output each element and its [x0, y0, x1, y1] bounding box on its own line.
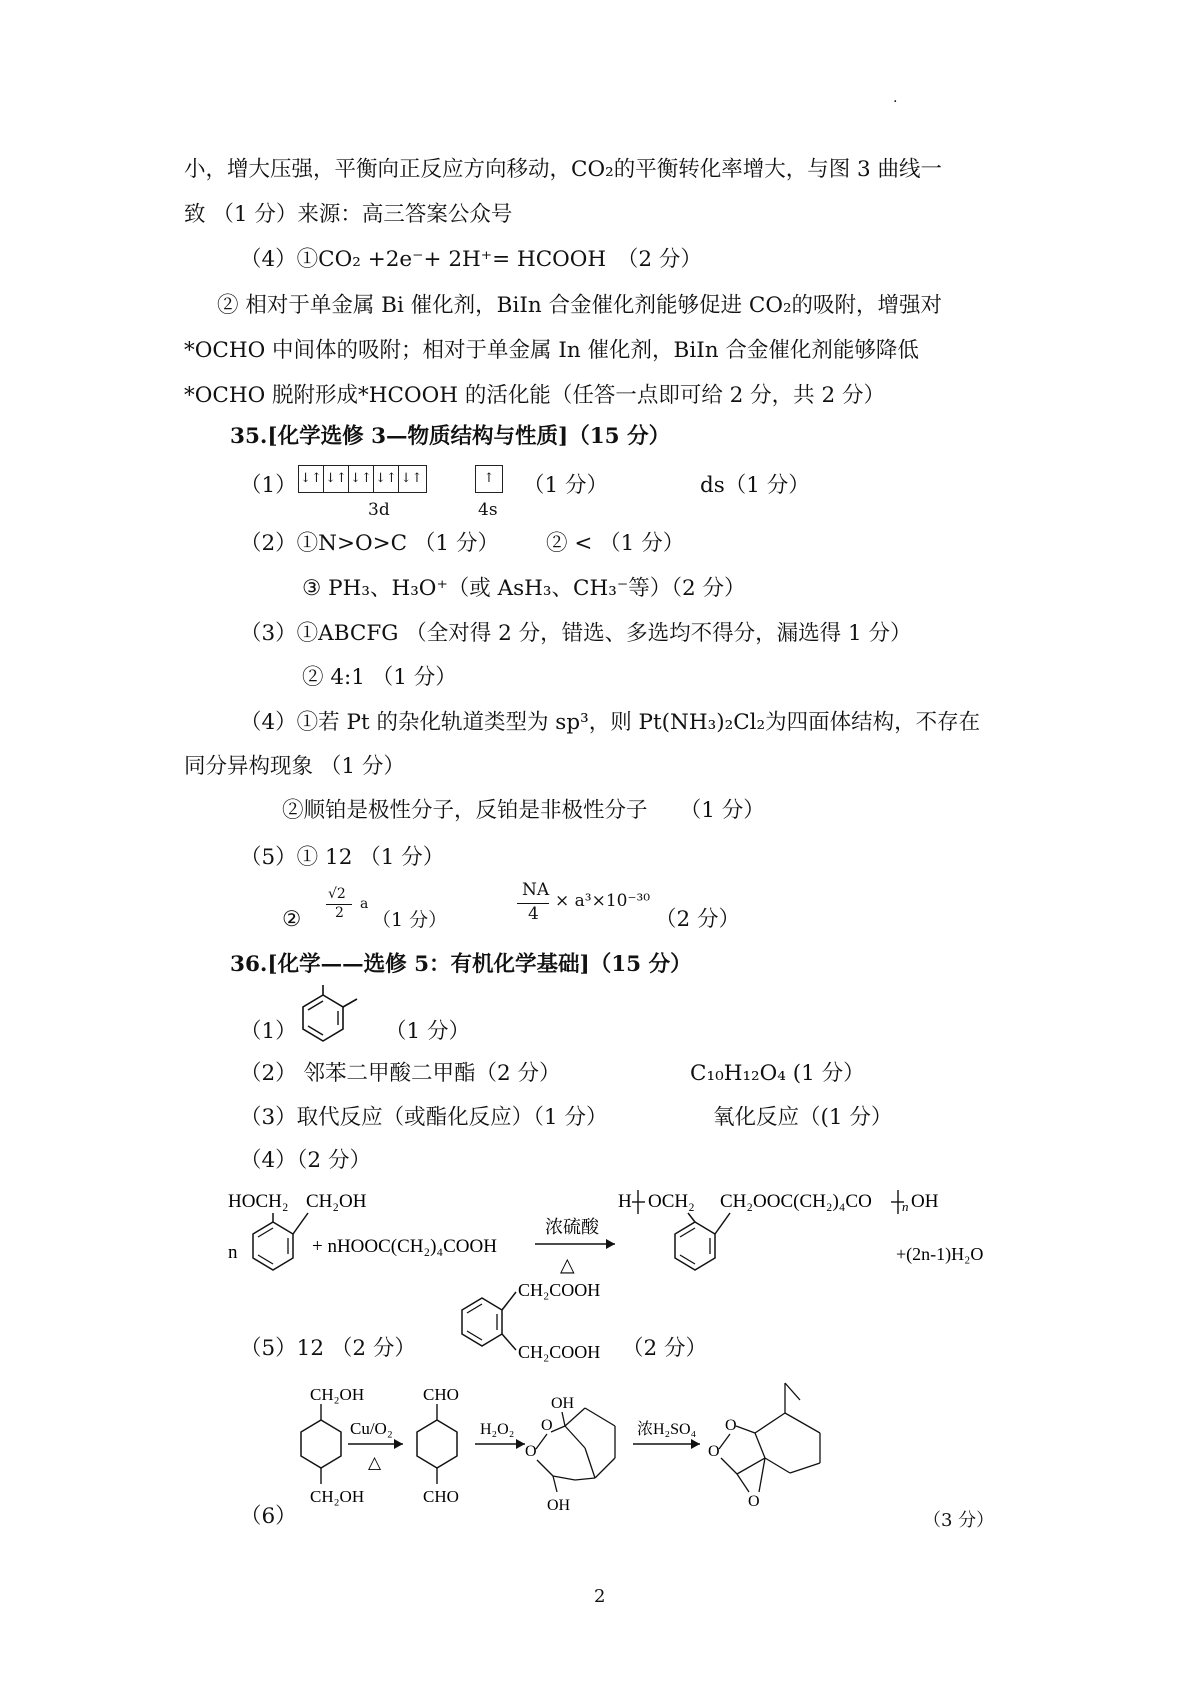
reaction-6 [285, 1378, 925, 1538]
orbital-3d-box [298, 465, 427, 493]
q35-5-2-number: ② [282, 907, 302, 932]
orbital-3d-2: ↓↑ [324, 466, 349, 492]
q34-4-line-3: *OCHO 脱附形成*HCOOH 的活化能（任答一点即可给 2 分，共 2 分） [184, 383, 886, 408]
orbital-3d-1: ↓↑ [299, 466, 324, 492]
r6-prod-o-1: O [708, 1443, 720, 1460]
r4-water: +(2n-1)H₂O [896, 1244, 984, 1264]
q35-1-score: （1 分） [523, 473, 609, 498]
fraction-na: NA [522, 880, 550, 900]
orbital-3d-label: 3d [368, 500, 390, 520]
r6-prod-o-3: O [748, 1493, 760, 1510]
r6-step1-reagent: Cu/O₂ [350, 1419, 393, 1438]
q35-1-number: （1） [240, 473, 297, 498]
r4-ch2oh: CH₂OH [306, 1191, 367, 1212]
orbital-4s-label: 4s [478, 500, 498, 520]
q35-4-1b: 同分异构现象 （1 分） [184, 754, 405, 779]
q35-2-3: ③ PH₃、H₃O⁺（或 AsH₃、CH₃⁻等）（2 分） [302, 576, 746, 601]
orbital-3d-5: ↓↑ [400, 471, 423, 486]
q35-5-1: （5）① 12 （1 分） [240, 845, 445, 870]
q36-5-score: （2 分） [622, 1336, 708, 1361]
fraction-sqrt2: √2 [328, 886, 346, 902]
page-number: 2 [594, 1586, 606, 1607]
r4-prod-oh: OH [911, 1191, 939, 1212]
r4-n: n [228, 1242, 238, 1263]
q36-6-score: （3 分） [923, 1510, 995, 1531]
q35-4-1: （4）①若 Pt 的杂化轨道类型为 sp³，则 Pt(NH₃)₂Cl₂为四面体结构，不存在 [240, 710, 981, 735]
r4-prod-h: H [618, 1191, 632, 1212]
r4-prod-chain: CH₂OOC(CH₂)₄CO [720, 1191, 872, 1212]
r6-step1-heat: △ [368, 1453, 382, 1472]
q34-4-line-2: *OCHO 中间体的吸附；相对于单金属 In 催化剂，BiIn 合金催化剂能够降低 [184, 338, 919, 363]
r6-step2-reagent: H₂O₂ [480, 1421, 515, 1438]
fraction-four: 4 [528, 904, 539, 924]
q34-4-line-1: ② 相对于单金属 Bi 催化剂，BiIn 合金催化剂能够促进 CO₂的吸附，增强对 [217, 293, 943, 318]
fraction-two: 2 [335, 905, 344, 921]
q35-2-2: ② < （1 分） [546, 531, 685, 556]
r5-top-group: CH₂COOH [518, 1280, 601, 1300]
q36-5-number: （5）12 （2 分） [240, 1336, 416, 1361]
q35-4-2: ②顺铂是极性分子，反铂是非极性分子 （1 分） [282, 798, 765, 823]
q36-6-number: （6） [240, 1504, 297, 1529]
q36-1-number: （1） [240, 1019, 297, 1044]
r6-sm-top: CH₂OH [310, 1385, 365, 1404]
r6-int2-oh-bottom: OH [547, 1497, 571, 1514]
fraction-rest: × a³×10⁻³⁰ [555, 891, 651, 911]
q35-title: 35.[化学选修 3—物质结构与性质]（15 分） [230, 424, 671, 449]
r5-bottom-group: CH₂COOH [518, 1342, 601, 1362]
r6-o-1: O [525, 1443, 537, 1460]
r6-o-2: O [541, 1417, 553, 1434]
q35-2-1: （2）①N>O>C （1 分） [240, 531, 499, 556]
orbital-3d-4: ↓↑ [374, 466, 399, 492]
orbital-4s: ↑ [483, 471, 495, 486]
r6-int1-top: CHO [423, 1385, 459, 1404]
orbital-3d-3: ↓↑ [349, 466, 374, 492]
q35-5-2-score-1: （1 分） [372, 909, 448, 931]
q36-4: （4）（2 分） [240, 1148, 371, 1173]
q34-4-equation: （4）①CO₂ +2e⁻+ 2H⁺= HCOOH （2 分） [240, 247, 702, 272]
o-xylene-structure [295, 983, 370, 1048]
fraction-a: a [360, 896, 369, 912]
r4-hoch2: HOCH₂ [228, 1191, 289, 1212]
q36-title: 36.[化学——选修 5：有机化学基础]（15 分） [230, 952, 692, 977]
q35-1-ds: ds（1 分） [700, 473, 810, 498]
r4-reagent: + nHOOC(CH₂)₄COOH [312, 1236, 497, 1257]
phenylenediacetic-acid-structure [452, 1274, 627, 1364]
q36-1-score: （1 分） [385, 1019, 471, 1044]
q36-3b: 氧化反应（(1 分） [713, 1105, 893, 1130]
r6-int1-bottom: CHO [423, 1487, 459, 1506]
r6-int2-oh-top: OH [551, 1395, 575, 1412]
q35-3-1: （3）①ABCFG （全对得 2 分，错选、多选均不得分，漏选得 1 分） [240, 621, 912, 646]
r6-prod-o-2: O [725, 1417, 737, 1434]
r4-heat: △ [560, 1255, 575, 1276]
r4-catalyst: 浓硫酸 [545, 1217, 599, 1237]
q35-5-2-score-2: （2 分） [655, 907, 741, 932]
r4-prod-och2: OCH₂ [648, 1191, 695, 1212]
orbital-4s-box [475, 465, 503, 493]
r4-prod-n: n [902, 1199, 909, 1214]
q36-2-formula: C₁₀H₁₂O₄ (1 分） [690, 1061, 865, 1086]
q36-2: （2） 邻苯二甲酸二甲酯（2 分） [240, 1061, 561, 1086]
q36-3: （3）取代反应（或酯化反应）（1 分） [240, 1105, 608, 1130]
r6-sm-bottom: CH₂OH [310, 1487, 365, 1506]
top-dot: . [893, 90, 898, 106]
continued-line-1: 小，增大压强，平衡向正反应方向移动，CO₂的平衡转化率增大，与图 3 曲线一 [184, 157, 943, 182]
continued-line-2: 致 （1 分）来源：高三答案公众号 [184, 202, 513, 227]
q35-3-2: ② 4:1 （1 分） [302, 665, 457, 690]
r6-step3-reagent: 浓H₂SO₄ [637, 1421, 697, 1438]
